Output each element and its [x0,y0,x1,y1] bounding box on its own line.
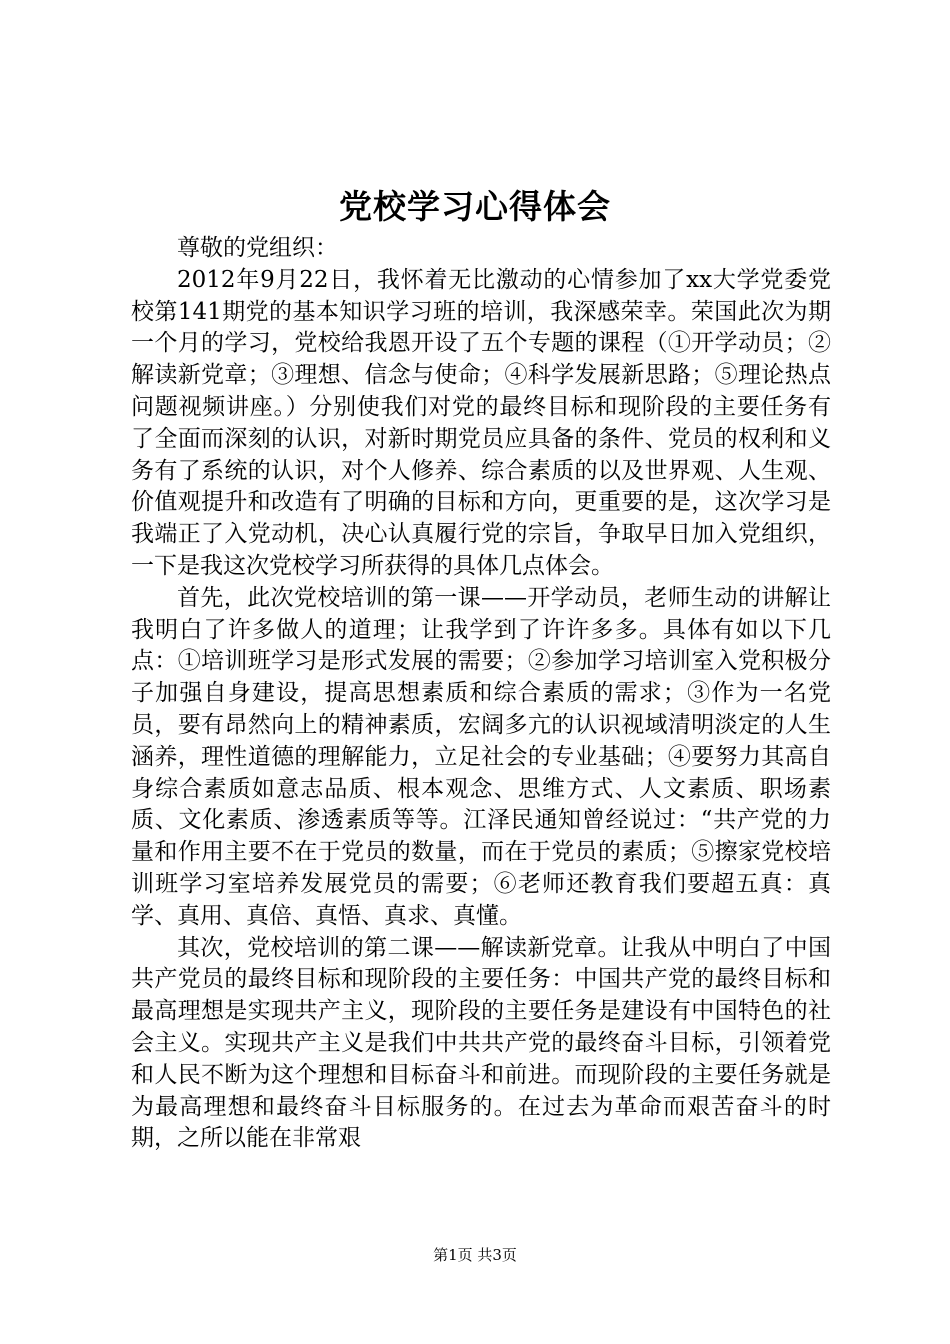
paragraph-2: 首先，此次党校培训的第一课——开学动员，老师生动的讲解让我明白了许多做人的道理；让我学到了许许多多。具体有如以下几点：①培训班学习是形式发展的需要；②参加学习培训室入党积极分子加强自身建设，提高思想素质和综合素质的需求；③作为一名党员，要有昂然向上的精神素质，宏阔多亢的认识视域清明淡定的人生涵养，理性道德的理解能力，立足社会的专业基础；④要努力其高自身综合素质如意志品质、根本观念、思维方式、人文素质、职场素质、文化素质、渗透素质等等。江泽民通知曾经说过：“共产党的力量和作用主要不在于党员的数量，而在于党员的素质；⑤擦家党校培训班学习室培养发展党员的需要；⑥老师还教育我们要超五真：真学、真用、真倍、真悟、真求、真懂。 [131,584,831,929]
page-number-footer: 第1页 共3页 [433,1246,517,1264]
document-title: 党校学习心得体会 [339,187,611,226]
paragraph-3: 其次，党校培训的第二课——解读新党章。让我从中明白了中国共产党员的最终目标和现阶段的主要任务：中国共产党的最终目标和最高理想是实现共产主义，现阶段的主要任务是建设有中国特色的社会主义。实现共产主义是我们中共共产党的最终奋斗目标，引领着党和人民不断为这个理想和目标奋斗和前进。而现阶段的主要任务就是为最高理想和最终奋斗目标服务的。在过去为革命而艰苦奋斗的时期，之所以能在非常艰 [131,934,831,1152]
document-body [131,233,831,1155]
paragraph-1: 2012年9月22日，我怀着无比激动的心情参加了xx大学党委党校第141期党的基本知识学习班的培训，我深感荣幸。荣国此次为期一个月的学习，党校给我恩开设了五个专题的课程（①开学动员；②解读新党章；③理想、信念与使命；④科学发展新思路；⑤理论热点问题视频讲座。）分别使我们对党的最终目标和现阶段的主要任务有了全面而深刻的认识，对新时期党员应具备的条件、党员的权利和义务有了系统的认识，对个人修养、综合素质的以及世界观、人生观、价值观提升和改造有了明确的目标和方向，更重要的是，这次学习是我端正了入党动机，决心认真履行党的宗旨，争取早日加入党组织，一下是我这次党校学习所获得的具体几点体会。 [131,266,831,579]
salutation: 尊敬的党组织： [177,235,338,261]
